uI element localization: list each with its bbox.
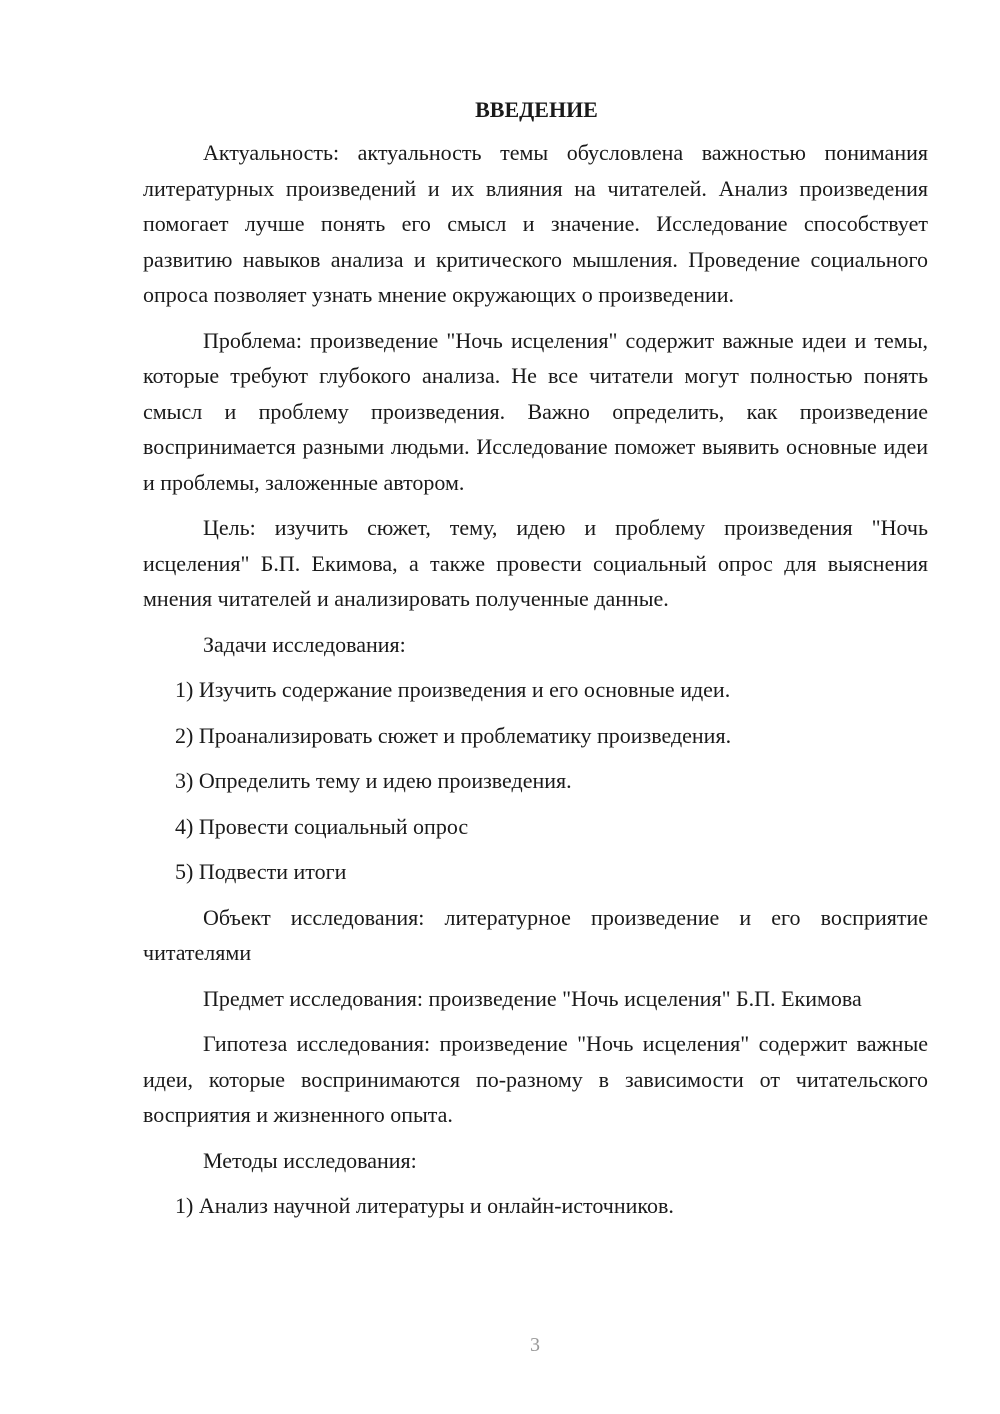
document-page: [143, 95, 928, 1234]
section-title: ВВЕДЕНИЕ: [475, 97, 598, 122]
methods-heading: Методы исследования:: [203, 1147, 417, 1173]
task-item-2: 2) Проанализировать сюжет и проблематику произведения.: [175, 722, 732, 748]
object-paragraph: Объект исследования: литературное произведение и его восприятие читателями: [143, 904, 928, 965]
subject-paragraph: Предмет исследования: произведение "Ночь исцеления" Б.П. Екимова: [203, 985, 862, 1011]
tasks-heading: Задачи исследования:: [203, 631, 406, 657]
task-item-5: 5) Подвести итоги: [175, 859, 347, 884]
relevance-paragraph: Актуальность: актуальность темы обусловлена важностью понимания литературных произведений и их влияния на читателей. Анализ произведения помогает лучше понять его смысл и значение. Исследование способствует развитию навыков анализа и критического мышления. Проведение социального опроса позволяет узнать мнение окружающих о произведении.: [143, 140, 928, 307]
task-item-1: 1) Изучить содержание произведения и его основные идеи.: [175, 677, 731, 702]
task-item-3: 3) Определить тему и идею произведения.: [175, 768, 572, 793]
method-item-1: 1) Анализ научной литературы и онлайн-источников.: [175, 1193, 674, 1218]
problem-paragraph: Проблема: произведение "Ночь исцеления" содержит важные идеи и темы, которые требуют глубокого анализа. Не все читатели могут полностью понять смысл и проблему произведения. Важно определить, как произведение воспринимается разными людьми. Исследование поможет выявить основные идеи и проблемы, заложенные автором.: [143, 327, 928, 495]
task-item-4: 4) Провести социальный опрос: [175, 813, 469, 839]
hypothesis-paragraph: Гипотеза исследования: произведение "Ночь исцеления" содержит важные идеи, которые воспринимаются по-разному в зависимости от читательского восприятия и жизненного опыта.: [143, 1031, 928, 1127]
page-number: 3: [530, 1334, 540, 1356]
goal-paragraph: Цель: изучить сюжет, тему, идею и проблему произведения "Ночь исцеления" Б.П. Екимова, а также провести социальный опрос для выяснения мнения читателей и анализировать полученные данные.: [143, 515, 928, 611]
